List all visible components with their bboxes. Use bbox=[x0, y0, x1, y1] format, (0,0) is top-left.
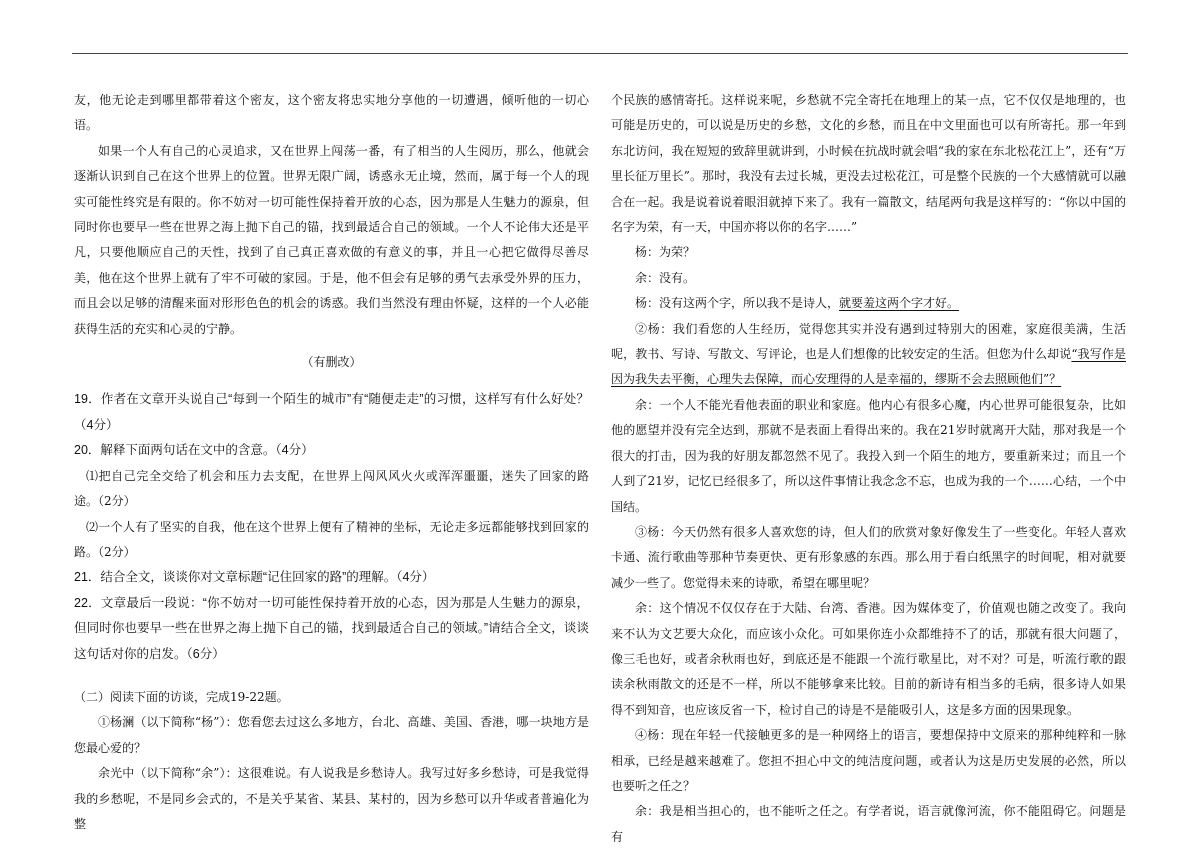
interview-paragraph: ④杨：现在年轻一代接触更多的是一种网络上的语言，要想保持中文原来的那种纯粹和一脉相承，已经是越来越难了。您担不担心中文的纯洁度问题，或者认为这是历史发展的必然，所以也要听之任之？ bbox=[611, 728, 1126, 793]
question-21: 21．结合全文，谈谈你对文章标题“记住回家的路”的理解。（4分） bbox=[74, 570, 435, 585]
underlined-phrase: 就要羞这两个字才好。 bbox=[839, 296, 960, 311]
interview-paragraph: 余：一个人不能光看他表面的职业和家庭。他内心有很多心魔，内心世界可能很复杂，比如他的愿望并没有完全达到，那就不是表面上看得出来的。我在21岁时就离开大陆，那对我是一个很大的打击，因为我的好朋友都忽然不见了。我投入到一个陌生的地方，要重新来过；而且一个人到了21岁，记忆已经很多了，所以这件事情让我念念不忘，也成为我的一个……心结，一个中国结。 bbox=[611, 397, 1126, 514]
header-rule bbox=[72, 53, 1128, 54]
right-column bbox=[611, 88, 1126, 850]
interview-paragraph: 余：我是相当担心的，也不能听之任之。有学者说，语言就像河流，你不能阻碍它。问题是有 bbox=[611, 804, 1126, 844]
interview-text: 杨：没有这两个字，所以我不是诗人， bbox=[635, 296, 840, 311]
left-column bbox=[74, 88, 589, 837]
interview-paragraph bbox=[611, 317, 1126, 393]
question-20: 20．解释下面两句话在文中的含意。（4分） bbox=[74, 443, 314, 458]
underlined-quote: “我写作是因为我失去平衡，心理失去保障，而心安理得的人是幸福的，缪斯不会去照顾他们”？ bbox=[611, 347, 1126, 387]
question-20-part-1: ⑴把自己完全交给了机会和压力去支配，在世界上闯风风火火或浑浑噩噩，迷失了回家的路途。（2分） bbox=[74, 468, 589, 509]
question-19: 19．作者在文章开头说自己“每到一个陌生的城市”有“随便走走”的习惯，这样写有什么好处？（4分） bbox=[74, 392, 589, 432]
section-heading: （二）阅读下面的访谈，完成19-22题。 bbox=[74, 689, 289, 704]
interview-paragraph: ③杨：今天仍然有很多人喜欢您的诗，但人们的欣赏对象好像发生了一些变化。年轻人喜欢卡通、流行歌曲等那种节奏更快、更有形象感的东西。那么用于看白纸黑字的时间呢，相对就要减少一些了。您觉得未来的诗歌，希望在哪里呢？ bbox=[611, 524, 1126, 590]
interview-paragraph: 余：这个情况不仅仅存在于大陆、台湾、香港。因为媒体变了，价值观也随之改变了。我向来不认为文艺要大众化，而应该小众化。可如果你连小众都维持不了的话，那就有很大问题了，像三毛也好，或者余秋雨也好，到底还是不能跟一个流行歌星比，对不对？可是，听流行歌的跟读余秋雨散文的还是不一样，所以不能够拿来比较。目前的新诗有相当多的毛病，很多诗人如果得不到知音，也应该反省一下，检讨自己的诗是不是能吸引人，这是多方面的因果现象。 bbox=[611, 601, 1126, 717]
essay-paragraph: 如果一个人有自己的心灵追求，又在世界上闯荡一番，有了相当的人生阅历，那么，他就会逐渐认识到自己在这个世界上的位置。世界无限广阔，诱惑永无止境，然而，属于每一个人的现实可能性终究是有限的。你不妨对一切可能性保持着开放的心态，因为那是人生魅力的源泉，但同时你也要早一些在世界之海上抛下自己的锚，找到最适合自己的领域。一个人不论伟大还是平凡，只要他顺应自己的天性，找到了自己真正喜欢做的有意义的事，并且一心把它做得尽善尽美，他在这个世界上就有了牢不可破的家园。于是，他不但会有足够的勇气去承受外界的压力，而且会以足够的清醒来面对形形色色的机会的诱惑。我们当然没有理由怀疑，这样的一个人必能获得生活的充实和心灵的宁静。 bbox=[74, 143, 589, 336]
interview-line: 杨：为荣？ bbox=[635, 245, 696, 260]
question-20-part-2: ⑵一个人有了坚实的自我，他在这个世界上便有了精神的坐标，无论走多远都能够找到回家的路。（2分） bbox=[74, 519, 589, 559]
interview-text: ②杨：我们看您的人生经历，觉得您其实并没有遇到过特别大的困难，家庭很美满，生活呢，教书、写诗、写散文、写评论，也是人们想像的比较安定的生活。但您为什么却说 bbox=[611, 321, 1126, 362]
interview-line bbox=[611, 291, 1126, 316]
question-22: 22．文章最后一段说：“你不妨对一切可能性保持着开放的心态，因为那是人生魅力的源泉，但同时你也要早一些在世界之海上抛下自己的锚，找到最适合自己的领域。”请结合全文，谈谈这句话对你的启发。（6分） bbox=[74, 595, 589, 661]
essay-paragraph: 友，他无论走到哪里都带着这个密友，这个密友将忠实地分享他的一切遭遇，倾听他的一切心语。 bbox=[74, 93, 589, 133]
interview-paragraph: ①杨澜（以下简称“杨”）：您看您去过这么多地方，台北、高雄、美国、香港，哪一块地方是您最心爱的？ bbox=[74, 715, 589, 755]
interview-paragraph: 个民族的感情寄托。这样说来呢，乡愁就不完全寄托在地理上的某一点，它不仅仅是地理的，也可能是历史的，可以说是历史的乡愁，文化的乡愁，而且在中文里面也可以有所寄托。那一年到东北访问，我在短短的致辞里就讲到，小时候在抗战时就会唱“我的家在东北松花江上”，还有“万里长征万里长”。那时，我没有去过长城，更没去过松花江，可是整个民族的一个大感情就可以融合在一起。我是说着说着眼泪就掉下来了。我有一篇散文，结尾两句我是这样写的：“你以中国的名字为荣，有一天，中国亦将以你的名字……” bbox=[611, 93, 1126, 235]
source-note: （有删改） bbox=[301, 355, 362, 370]
interview-line: 余：没有。 bbox=[635, 270, 696, 285]
interview-paragraph: 余光中（以下简称“余”）：这很难说。有人说我是乡愁诗人。我写过好多乡愁诗，可是我觉得我的乡愁呢，不是同乡会式的，不是关乎某省、某县、某村的，因为乡愁可以升华或者普遍化为整 bbox=[74, 766, 589, 831]
